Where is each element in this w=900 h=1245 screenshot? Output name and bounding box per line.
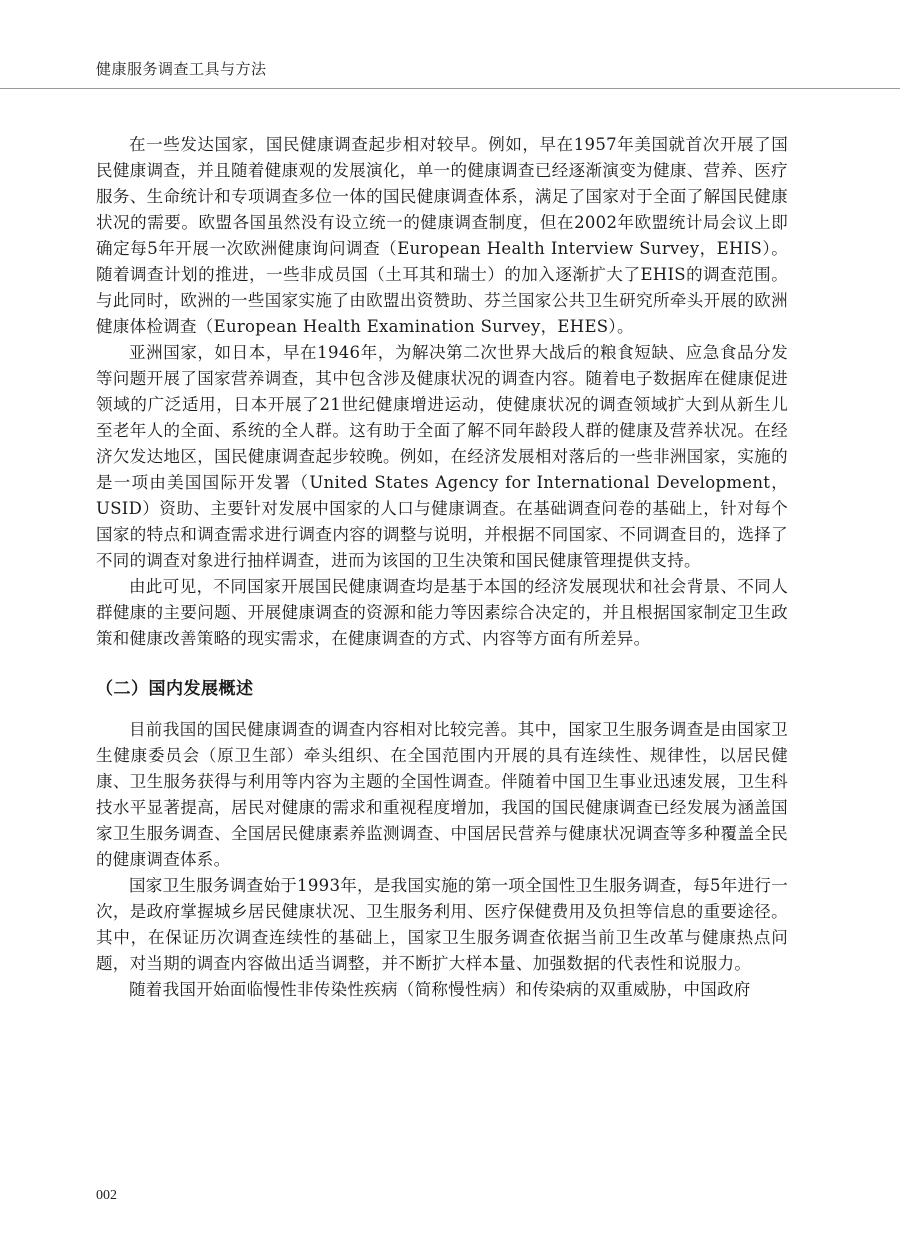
paragraph-national-survey: 国家卫生服务调查始于1993年，是我国实施的第一项全国性卫生服务调查，每5年进行一次，是政府掌握城乡居民健康状况、卫生服务利用、医疗保健费用及负担等信息的重要途径。其中，在保证历次调查连续性的基础上，国家卫生服务调查依据当前卫生改革与健康热点问题，对当期的调查内容做出适当调整，并不断扩大样本量、加强数据的代表性和说服力。 [96, 876, 788, 973]
header-divider [0, 88, 900, 89]
page-body [96, 132, 788, 1003]
paragraph-chronic-disease: 随着我国开始面临慢性非传染性疾病（简称慢性病）和传染病的双重威胁，中国政府 [129, 980, 751, 999]
paragraph-domestic-overview: 目前我国的国民健康调查的调查内容相对比较完善。其中，国家卫生服务调查是由国家卫生健康委员会（原卫生部）牵头组织、在全国范围内开展的具有连续性、规律性，以居民健康、卫生服务获得与利用等内容为主题的全国性调查。伴随着中国卫生事业迅速发展，卫生科技水平显著提高，居民对健康的需求和重视程度增加，我国的国民健康调查已经发展为涵盖国家卫生服务调查、全国居民健康素养监测调查、中国居民营养与健康状况调查等多种覆盖全民的健康调查体系。 [96, 720, 788, 869]
paragraph-conclusion: 由此可见，不同国家开展国民健康调查均是基于本国的经济发展现状和社会背景、不同人群健康的主要问题、开展健康调查的资源和能力等因素综合决定的，并且根据国家制定卫生政策和健康改善策略的现实需求，在健康调查的方式、内容等方面有所差异。 [96, 577, 788, 648]
section-heading-domestic: （二）国内发展概述 [96, 679, 254, 699]
paragraph-asian-countries: 亚洲国家，如日本，早在1946年，为解决第二次世界大战后的粮食短缺、应急食品分发等问题开展了国家营养调查，其中包含涉及健康状况的调查内容。随着电子数据库在健康促进领域的广泛适用，日本开展了21世纪健康增进运动，使健康状况的调查领域扩大到从新生儿至老年人的全面、系统的全人群。这有助于全面了解不同年龄段人群的健康及营养状况。在经济欠发达地区，国民健康调查起步较晚。例如，在经济发展相对落后的一些非洲国家，实施的是一项由美国国际开发署（United States Agency for International Development，USID）资助、主要针对发展中国家的人口与健康调查。在基础调查问卷的基础上，针对每个国家的特点和调查需求进行调查内容的调整与说明，并根据不同国家、不同调查目的，选择了不同的调查对象进行抽样调查，进而为该国的卫生决策和国民健康管理提供支持。 [96, 343, 788, 570]
running-header-title: 健康服务调查工具与方法 [96, 60, 267, 78]
paragraph-developed-countries: 在一些发达国家，国民健康调查起步相对较早。例如，早在1957年美国就首次开展了国民健康调查，并且随着健康观的发展演化，单一的健康调查已经逐渐演变为健康、营养、医疗服务、生命统计和专项调查多位一体的国民健康调查体系，满足了国家对于全面了解国民健康状况的需要。欧盟各国虽然没有设立统一的健康调查制度，但在2002年欧盟统计局会议上即确定每5年开展一次欧洲健康询问调查（European Health Interview Survey，EHIS）。随着调查计划的推进，一些非成员国（土耳其和瑞士）的加入逐渐扩大了EHIS的调查范围。与此同时，欧洲的一些国家实施了由欧盟出资赞助、芬兰国家公共卫生研究所牵头开展的欧洲健康体检调查（European Health Examination Survey，EHES）。 [96, 135, 788, 336]
page-number: 002 [96, 1188, 117, 1203]
